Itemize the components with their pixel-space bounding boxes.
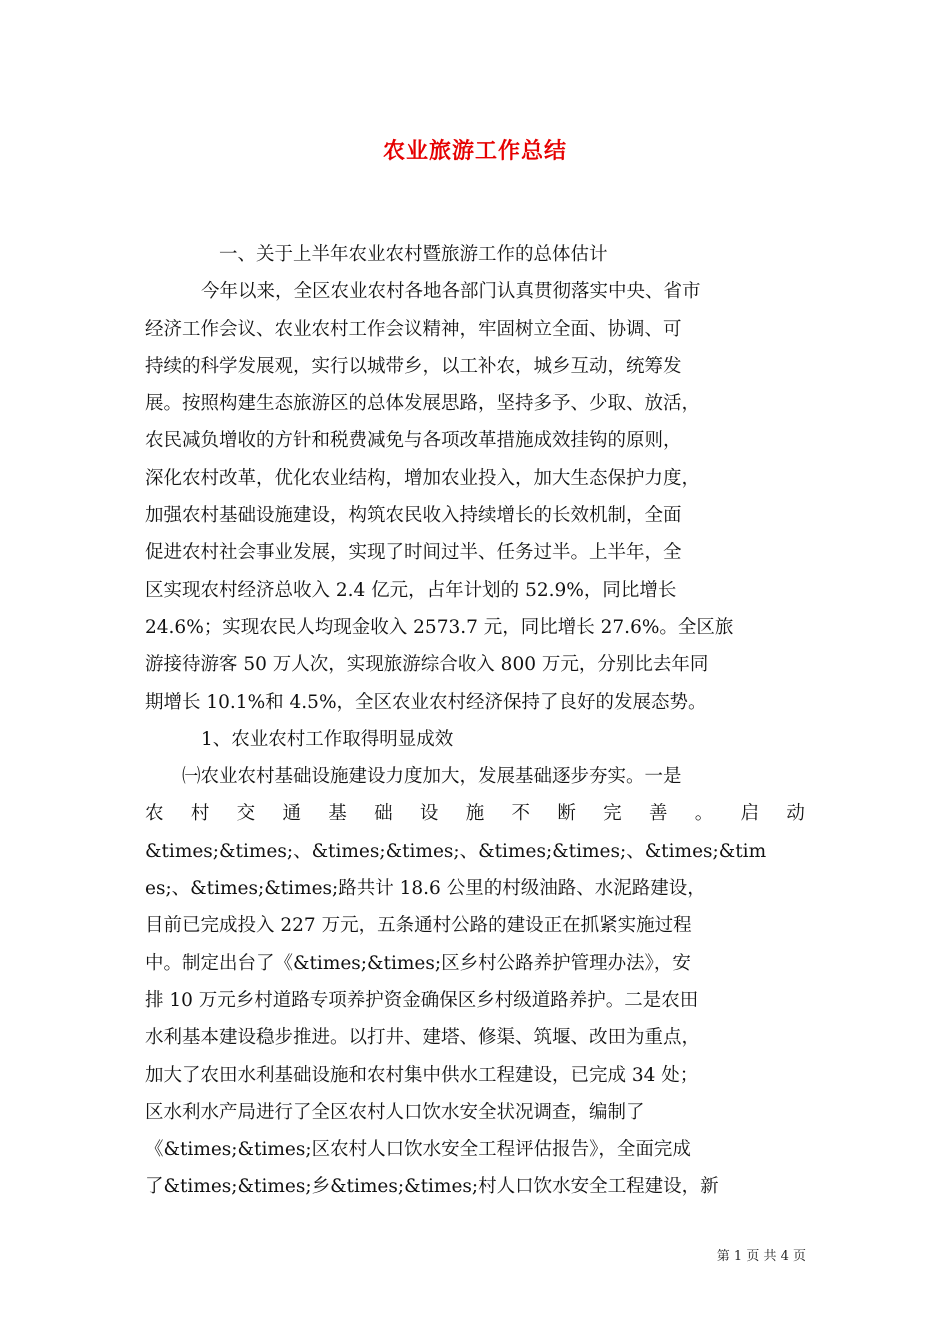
paragraph-line: ㈠农业农村基础设施建设力度加大，发展基础逐步夯实。一是	[182, 766, 682, 788]
paragraph-line: 加大了农田水利基础设施和农村集中供水工程建设，已完成 34 处；	[145, 1064, 699, 1086]
paragraph-line: 水利基本建设稳步推进。以打井、建塔、修渠、筑堰、改田为重点，	[145, 1027, 701, 1049]
paragraph-line: 期增长 10.1%和 4.5%，全区农业农村经济保持了良好的发展态势。	[145, 691, 707, 713]
char: 。	[694, 803, 714, 825]
char: 通	[282, 803, 301, 825]
char: 断	[557, 803, 576, 825]
paragraph-line: 了&times;&times;乡&times;&times;村人口饮水安全工程建设，新	[145, 1176, 719, 1198]
char: 村	[190, 803, 210, 825]
subsection-heading: 1、农业农村工作取得明显成效	[201, 728, 454, 750]
section-heading: 一、关于上半年农业农村暨旅游工作的总体估计	[219, 244, 608, 265]
justified-line	[145, 795, 805, 832]
paragraph-line: 农民减负增收的方针和税费减免与各项改革措施成效挂钩的原则，	[145, 430, 682, 452]
paragraph-line: 中。制定出台了《&times;&times;区乡村公路养护管理办法》，安	[145, 952, 691, 974]
paragraph-line: 24.6%；实现农民人均现金收入 2573.7 元，同比增长 27.6%。全区旅	[145, 616, 734, 638]
body-text	[145, 236, 805, 1206]
paragraph-line: 促进农村社会事业发展，实现了时间过半、任务过半。上半年，全	[145, 542, 682, 564]
char: 动	[786, 803, 805, 825]
char: 善	[648, 803, 668, 825]
char: 设	[419, 803, 439, 825]
page-title: 农业旅游工作总结	[382, 138, 567, 164]
paragraph-line: 区水利水产局进行了全区农村人口饮水安全状况调查，编制了	[145, 1101, 645, 1123]
char: 农	[145, 803, 164, 825]
page-number: 第 1 页 共 4 页	[716, 1249, 806, 1264]
paragraph-line: 经济工作会议、农业农村工作会议精神，牢固树立全面、协调、可	[145, 318, 682, 340]
char: 施	[465, 803, 485, 825]
paragraph-line: 区实现农村经济总收入 2.4 亿元，占年计划的 52.9%，同比增长	[145, 579, 677, 601]
char: 基	[328, 803, 347, 825]
paragraph-line: 游接待游客 50 万人次，实现旅游综合收入 800 万元，分别比去年同	[145, 654, 709, 676]
paragraph-line: es;、&times;&times;路共计 18.6 公里的村级油路、水泥路建设，	[145, 878, 706, 900]
paragraph-line: 展。按照构建生态旅游区的总体发展思路，坚持多予、少取、放活，	[145, 393, 701, 415]
paragraph-line: 目前已完成投入 227 万元，五条通村公路的建设正在抓紧实施过程	[145, 915, 692, 937]
char: 交	[236, 803, 256, 825]
char: 启	[740, 803, 760, 825]
paragraph-line: 深化农村改革，优化农业结构，增加农业投入，加大生态保护力度，	[145, 467, 701, 489]
paragraph-line: 今年以来，全区农业农村各地各部门认真贯彻落实中央、省市	[201, 281, 701, 303]
paragraph-line: 《&times;&times;区农村人口饮水安全工程评估报告》，全面完成	[145, 1139, 691, 1161]
char: 完	[603, 803, 622, 825]
char: 础	[374, 803, 393, 825]
paragraph-line: 加强农村基础设施建设，构筑农民收入持续增长的长效机制，全面	[145, 505, 682, 527]
paragraph-line: 持续的科学发展观，实行以城带乡，以工补农，城乡互动，统筹发	[145, 355, 682, 377]
char: 不	[511, 803, 531, 825]
paragraph-line: &times;&times;、&times;&times;、&times;&times;、&times;&tim	[145, 840, 767, 862]
paragraph-line: 排 10 万元乡村道路专项养护资金确保区乡村级道路养护。二是农田	[145, 989, 699, 1011]
